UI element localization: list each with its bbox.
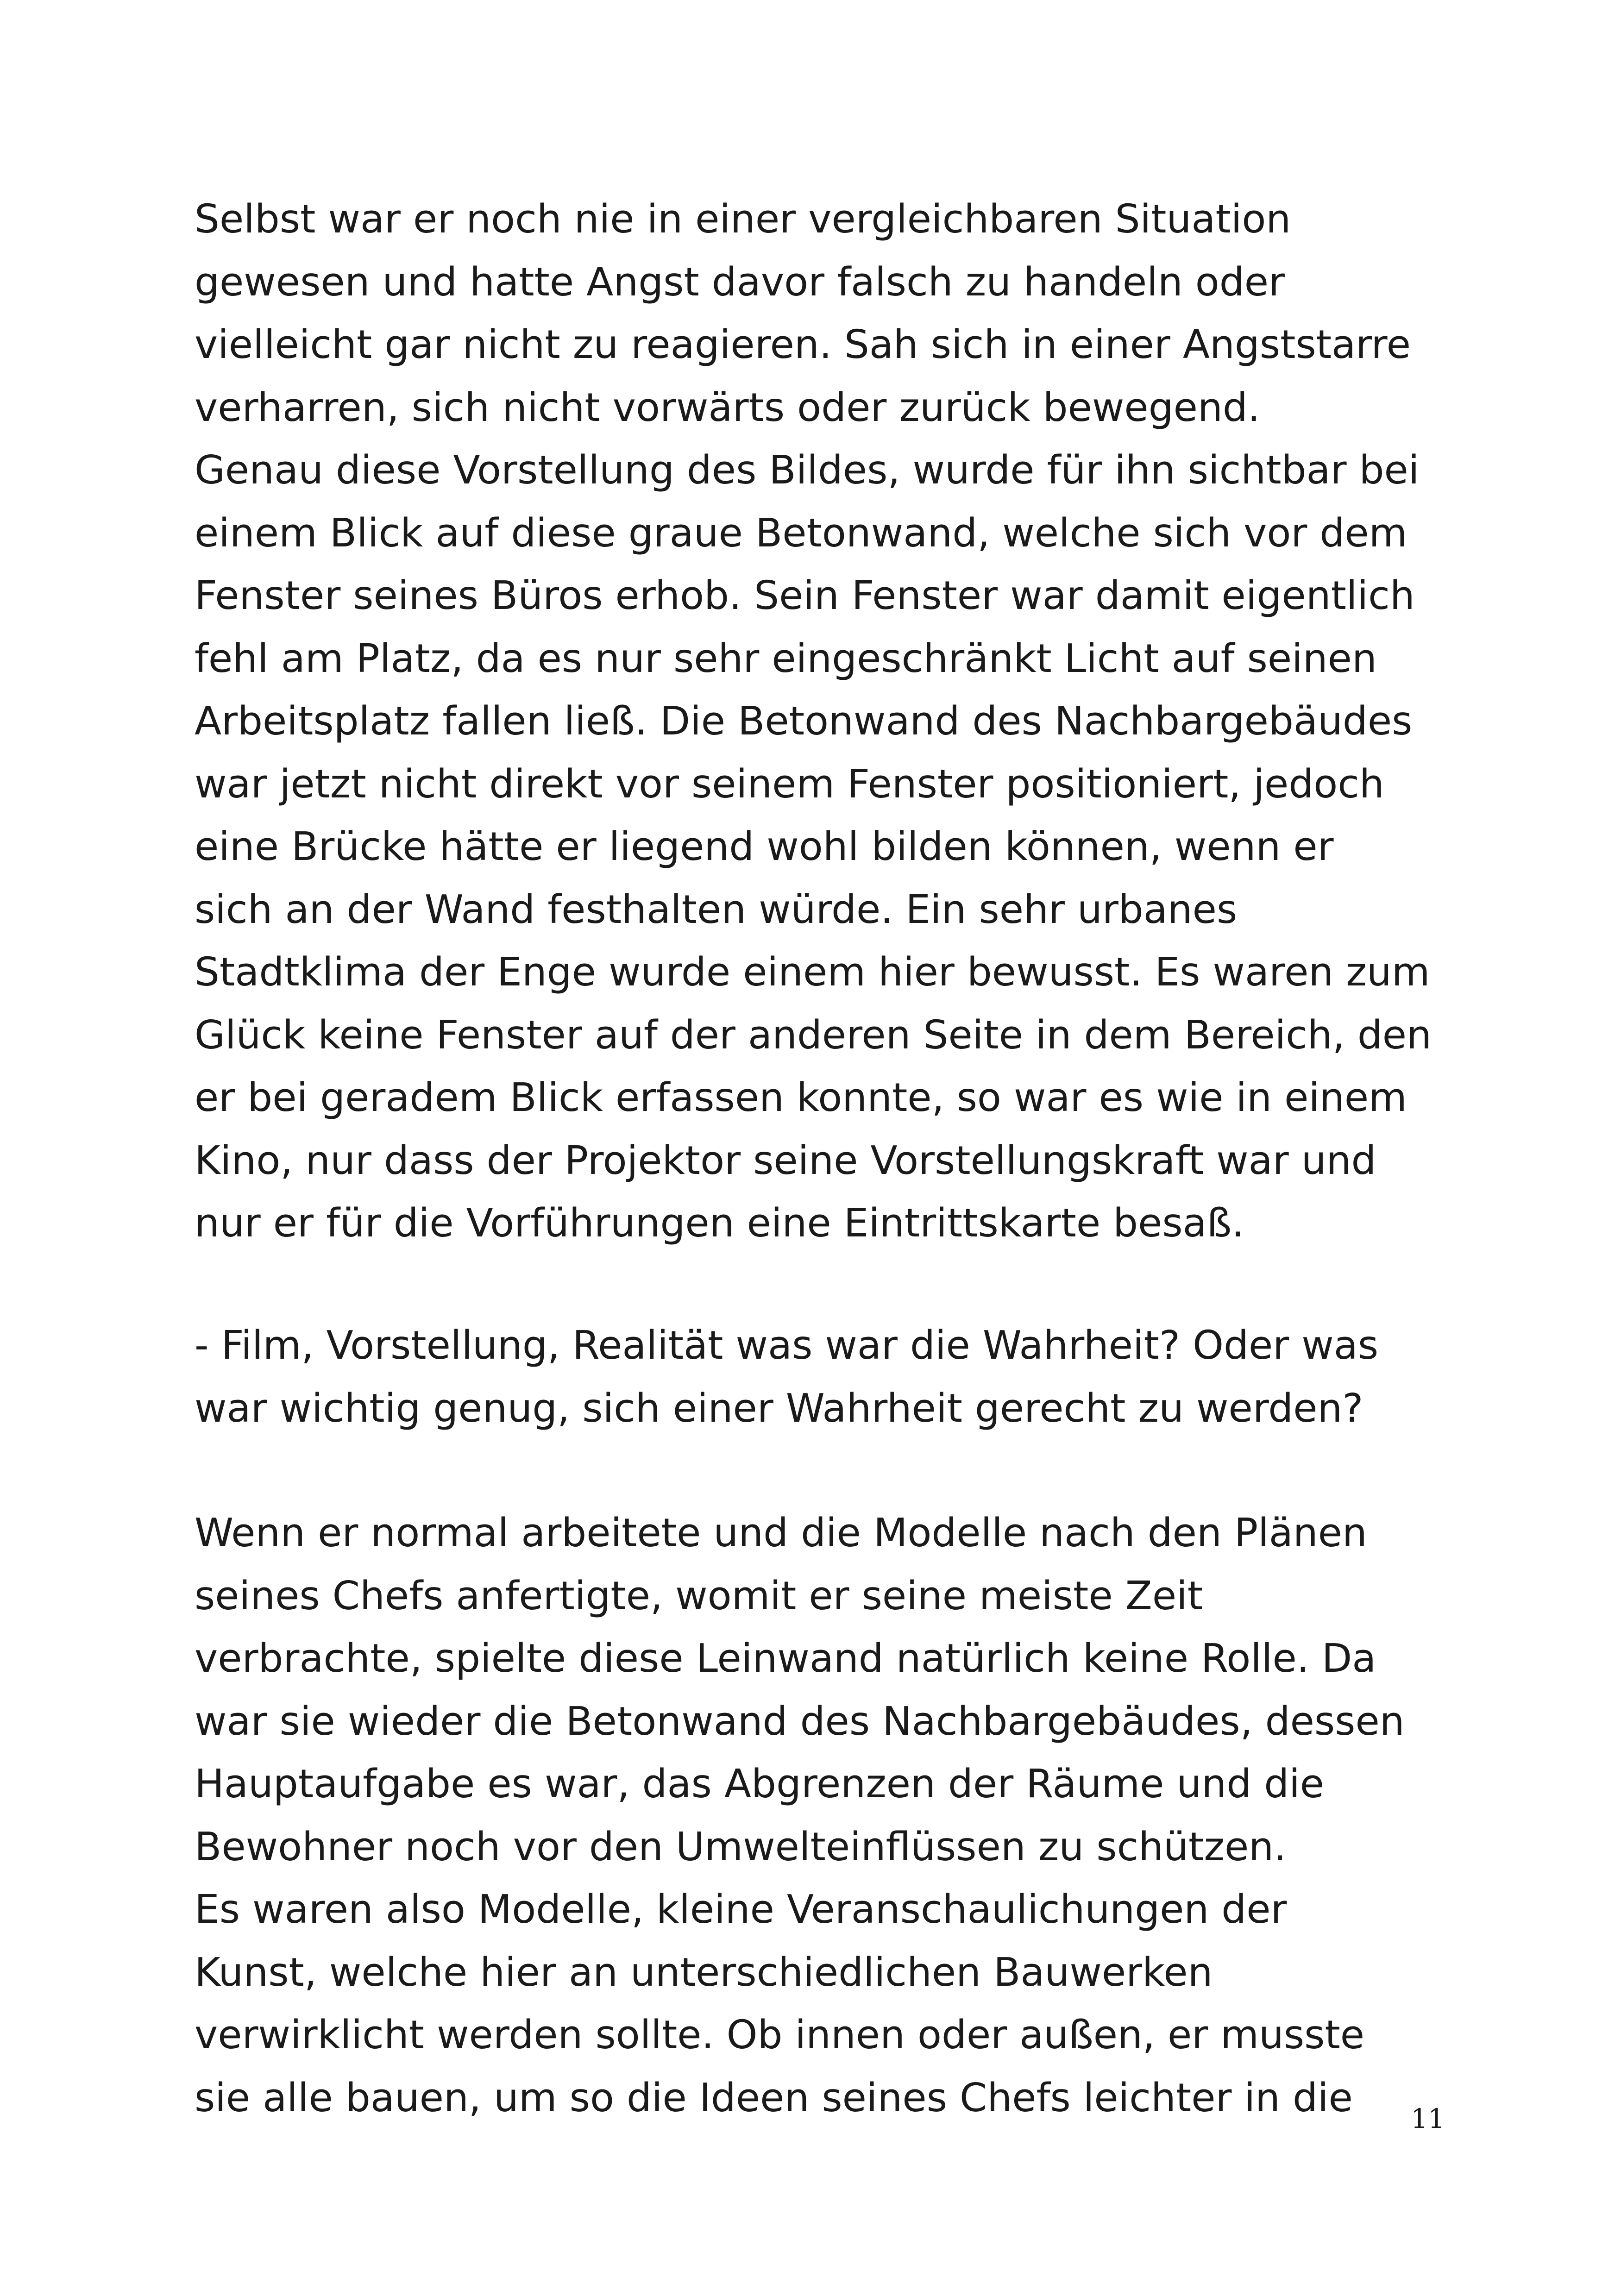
text-line: Wenn er normal arbeitete und die Modelle nach den Plänen [195,1510,1367,1556]
text-line: verharren, sich nicht vorwärts oder zurück bewegend. [195,384,1260,431]
text-line: sich an der Wand festhalten würde. Ein sehr urbanes [195,886,1238,933]
text-line: Glück keine Fenster auf der anderen Seite in dem Bereich, den [195,1012,1432,1058]
text-line: war sie wieder die Betonwand des Nachbargebäudes, dessen [195,1698,1405,1744]
text-line: Kino, nur dass der Projektor seine Vorstellungskraft war und [195,1137,1376,1184]
text-line: Fenster seines Büros erhob. Sein Fenster war damit eigentlich [195,573,1415,619]
text-line: - Film, Vorstellung, Realität was war die Wahrheit? Oder was [195,1323,1379,1368]
text-line: Stadtklima der Enge wurde einem hier bewusst. Es waren zum [195,949,1430,995]
text-line: fehl am Platz, da es nur sehr eingeschränkt Licht auf seinen [195,635,1377,682]
paragraph-3 [195,1502,1454,2129]
text-line: war jetzt nicht direkt vor seinem Fenster positioniert, jedoch [195,761,1384,807]
text-line: seines Chefs anfertigte, womit er seine meiste Zeit [195,1573,1203,1619]
paragraph-1 [195,188,1454,1255]
text-line: Es waren also Modelle, kleine Veranschaulichungen der [195,1887,1287,1932]
text-line: Hauptaufgabe es war, das Abgrenzen der Räume und die [195,1761,1325,1807]
text-line: nur er für die Vorführungen eine Eintrittskarte besaß. [195,1200,1244,1246]
text-line: verbrachte, spielte diese Leinwand natürlich keine Rolle. Da [195,1636,1376,1681]
text-line: Arbeitsplatz fallen ließ. Die Betonwand des Nachbargebäudes [195,698,1413,744]
text-line: gewesen und hatte Angst davor falsch zu handeln oder [195,259,1285,305]
text-line: einem Blick auf diese graue Betonwand, welche sich vor dem [195,510,1407,556]
text-line: Kunst, welche hier an unterschiedlichen Bauwerken [195,1949,1213,1995]
text-line: Bewohner noch vor den Umwelteinflüssen zu schützen. [195,1824,1287,1870]
text-line: sie alle bauen, um so die Ideen seines Chefs leichter in die [195,2075,1353,2121]
text-line: Genau diese Vorstellung des Bildes, wurde für ihn sichtbar bei [195,447,1420,493]
text-line: war wichtig genug, sich einer Wahrheit gerecht zu werden? [195,1385,1363,1431]
paragraph-2 [195,1314,1454,1440]
text-line: er bei geradem Blick erfassen konnte, so war es wie in einem [195,1075,1407,1121]
page-number: 11 [1411,2103,1445,2134]
text-line: eine Brücke hätte er liegend wohl bilden können, wenn er [195,824,1334,870]
text-line: vielleicht gar nicht zu reagieren. Sah sich in einer Angststarre [195,322,1411,368]
text-line: Selbst war er noch nie in einer vergleichbaren Situation [195,196,1291,242]
text-line: verwirklicht werden sollte. Ob innen oder außen, er musste [195,2012,1365,2058]
